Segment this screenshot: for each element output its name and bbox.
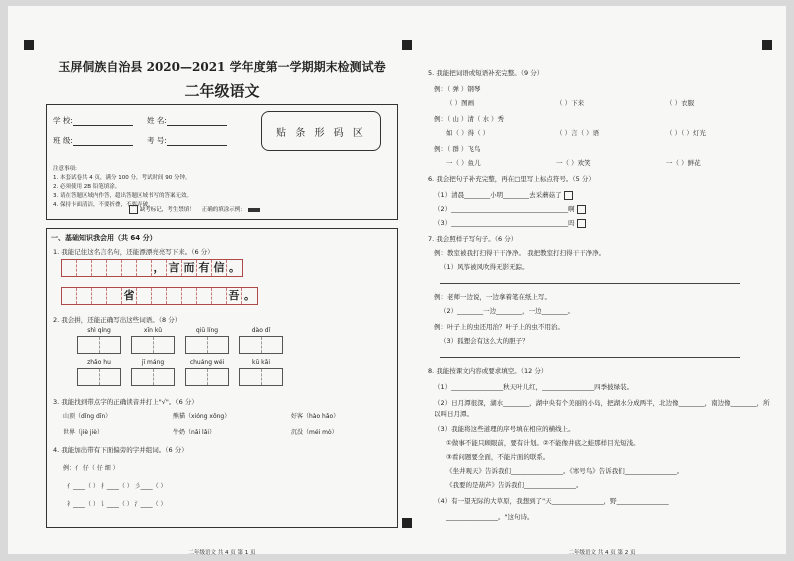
q3-item[interactable]: 熊猫（xióng xōng） <box>173 413 231 420</box>
q8-option: ③看问题要全面，不能片面的联系。 <box>446 453 550 461</box>
q3-item[interactable]: 牛奶（nǎi lǎi） <box>173 429 216 436</box>
writing-grid-row-1[interactable]: ， 言 而 有 信 。 <box>61 259 243 277</box>
question-4: 4. 我能加出带有下面偏旁的字并组词。（6 分） <box>53 446 188 454</box>
q3-item[interactable]: 好客（hào hǎo） <box>291 413 340 420</box>
q5-blank[interactable]: （ ）下来 <box>556 99 585 107</box>
exam-sheet <box>8 6 786 554</box>
pinyin-row-1 <box>77 327 283 354</box>
q5-blank[interactable]: （ ）衣服 <box>666 99 695 107</box>
registration-mark <box>24 40 34 50</box>
exam-number-field[interactable]: 考 号: <box>147 135 227 146</box>
pinyin-row-2 <box>77 359 283 386</box>
q5-blank[interactable]: 一（ ）鱼儿 <box>446 159 481 167</box>
q5-blank[interactable]: 如（ ）得（ ） <box>446 129 490 137</box>
name-field[interactable]: 姓 名: <box>147 115 227 126</box>
q4-row[interactable]: 礻____（ ） 讠____（ ） 氵____（ ） <box>67 501 167 508</box>
pinyin-item[interactable]: chuáng wéi <box>185 359 229 386</box>
q8-item[interactable]: ________________。"这句诗。 <box>446 513 534 521</box>
writing-grid-row-2[interactable]: 省 吾 。 <box>61 287 258 305</box>
pinyin-item[interactable]: xīn kǔ <box>131 327 175 354</box>
q8-blank[interactable]: 《坐井观天》告诉我们________________。《寒号鸟》告诉我们________________。 <box>446 467 684 475</box>
section-heading: 一、基础知识我会用（共 64 分） <box>51 234 157 242</box>
question-1: 1. 我能记住这名言名句，还能漂漂亮亮写下来。（6 分） <box>53 248 214 256</box>
q3-item[interactable]: 世界（jiè jiè） <box>63 429 103 436</box>
q6-sentence[interactable]: （1）清晨________小明________去采蘑菇了 <box>434 190 573 200</box>
question-2: 2. 我会拼，还能正确写出这些词语。（8 分） <box>53 316 182 324</box>
section-one-box <box>46 228 398 528</box>
q5-example: 例：（ 群 ）飞鸟 <box>434 145 481 153</box>
school-field[interactable]: 学 校: <box>53 115 133 126</box>
pinyin-item[interactable]: jī máng <box>131 359 175 386</box>
q7-prompt: （3）狐狸会有这么大的胆子？ <box>440 337 529 345</box>
q8-item[interactable]: （1）________________秋天叶儿红，________________四季披绿装。 <box>434 383 634 391</box>
exam-notes: 注意事项: 1. 本套试卷共 4 页，满分 100 分，考试时间 90 分钟。 2. 必须使用 2B 铅笔填涂。 3. 请在答题区域内作答，超出答题区域书写的答案无效。 4. 保持卡面清洁，不要折叠，不要弄破。 <box>53 166 192 208</box>
q8-item[interactable]: （2）日月潭很深，湖水________，湖中央有个美丽的小岛，把湖水分成两半，北边像________，南边像________，所以叫日月潭。 <box>434 399 770 418</box>
q7-example: 例：老师一边说，一边拿着笔在纸上写。 <box>434 293 551 301</box>
fill-sample <box>248 208 260 212</box>
pinyin-item[interactable]: dào dǐ <box>239 327 283 354</box>
page-footer: 二年级语文 共 4 页 第 2 页 <box>568 550 636 556</box>
q4-row[interactable]: 亻____（ ） 扌____（ ） 彡____（ ） <box>67 483 167 490</box>
student-info-box <box>46 104 398 220</box>
q7-prompt: （1）风筝被风吹得无影无踪。 <box>440 263 529 271</box>
q8-item: （3）我能将这些道理的序号填在相应的横线上。 <box>434 425 575 433</box>
q7-prompt[interactable]: （2）________一边________，一边________。 <box>440 307 575 315</box>
barcode-area: 贴 条 形 码 区 <box>261 111 381 151</box>
subject-title: 二年级语文 <box>184 82 260 100</box>
q5-example: 例：（ 山 ）清（ 水 ）秀 <box>434 115 505 123</box>
q3-item[interactable]: 沉没（méi mò） <box>291 429 338 436</box>
q5-blank[interactable]: （ ）言（ ）语 <box>556 129 600 137</box>
page-footer: 二年级语文 共 4 页 第 1 页 <box>188 550 256 556</box>
q5-blank[interactable]: （ ）图画 <box>446 99 475 107</box>
pinyin-item[interactable]: qiū líng <box>185 327 229 354</box>
question-3: 3. 我能找到带点字的正确读音并打上"√"。（6 分） <box>53 398 198 406</box>
pinyin-item[interactable]: shì qíng <box>77 327 121 354</box>
q6-sentence[interactable]: （2）____________________________________啊 <box>434 204 586 214</box>
q5-blank[interactable]: （ ）（ ）灯光 <box>666 129 706 137</box>
pinyin-item[interactable]: kū kǎi <box>239 359 283 386</box>
q7-answer-line[interactable] <box>440 350 740 358</box>
absent-mark-checkbox[interactable] <box>129 205 138 214</box>
q4-example: 例：亻 仔（ 仔 细 ） <box>63 465 119 472</box>
question-8: 8. 我能按课文内容或要求填空。（12 分） <box>428 367 548 375</box>
q8-option: ①做事不能只顾眼前，要有计划。②不能像井底之蛙那样目光短浅。 <box>446 439 640 447</box>
q8-item[interactable]: （4）有一望无际的大草原，我想到了"天________________，野________________ <box>434 497 669 505</box>
q8-blank[interactable]: 《我要的是葫芦》告诉我们________________。 <box>446 481 583 489</box>
right-page <box>422 46 782 556</box>
class-field[interactable]: 班 级: <box>53 135 133 146</box>
q5-blank[interactable]: 一（ ）鲜花 <box>666 159 701 167</box>
question-7: 7. 我会照样子写句子。（6 分） <box>428 235 518 243</box>
registration-mark <box>402 40 412 50</box>
question-6: 6. 我会把句子补充完整，再在□里写上标点符号。（5 分） <box>428 175 595 183</box>
pinyin-item[interactable]: zhǎo hu <box>77 359 121 386</box>
question-5: 5. 我能把词语或短语补充完整。（9 分） <box>428 69 544 77</box>
q7-example: 例：叶子上的虫还用治？叶子上的虫不用治。 <box>434 323 564 331</box>
exam-title: 玉屏侗族自治县 2020—2021 学年度第一学期期末检测试卷 <box>58 60 386 74</box>
q7-answer-line[interactable] <box>440 276 740 284</box>
q5-blank[interactable]: 一（ ）欢笑 <box>556 159 591 167</box>
fill-instructions: 缺考标记，考生禁填！ 正确的填涂示例： <box>127 205 260 214</box>
q6-sentence[interactable]: （3）____________________________________吗 <box>434 218 586 228</box>
registration-mark <box>402 518 412 528</box>
q7-example: 例：教室被我打扫得干干净净。 我把教室打扫得干干净净。 <box>434 249 606 257</box>
left-page <box>46 46 398 556</box>
q3-item[interactable]: 山顶（dǐng dīn） <box>63 413 112 420</box>
q5-example: 例：（ 弹 ）钢琴 <box>434 85 481 93</box>
